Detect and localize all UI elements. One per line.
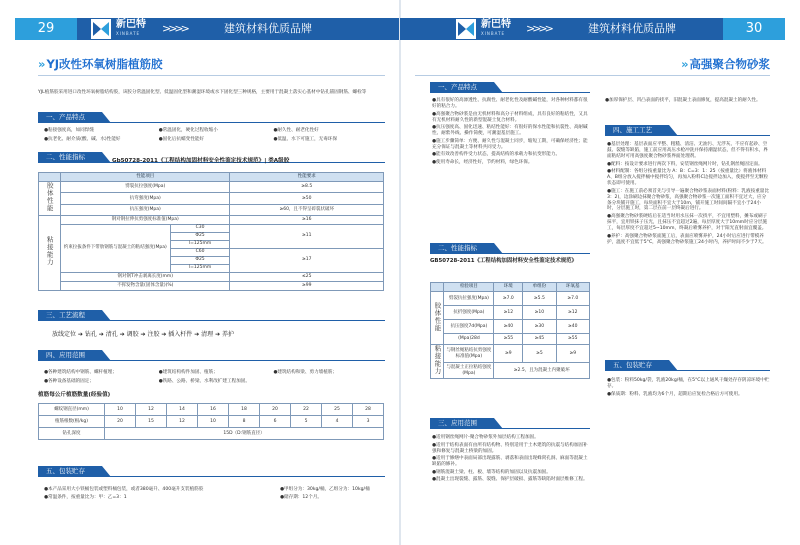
application-list: [432, 435, 590, 485]
table-cell: 8: [229, 416, 260, 428]
title-rule: [415, 75, 770, 76]
section-rule: [430, 253, 590, 254]
table-cell: 14: [167, 404, 198, 416]
list-item: ●养护：高强聚合物砂浆面施工后，表面应喷雾养护，24小时后应进行带模养护，温度不宜低于5°C，高强聚合物砂浆施工24小时内，养护时间不少于7天。: [607, 233, 767, 245]
table-cell: ≥40: [494, 320, 523, 334]
table-corner: [39, 173, 61, 182]
list-item: ●包装：粉料50kg/袋，乳液20kg/桶，在5°C以上通风干燥处存存阴凉环境中贮存。: [607, 378, 770, 389]
brand-logo-icon: [455, 18, 477, 40]
section-applications: 四、应用范围: [38, 350, 102, 361]
feature-list: [432, 98, 590, 167]
table-cell: 抗弯强度(Mpa): [60, 193, 230, 204]
packaging-list: [607, 378, 770, 399]
list-item: ●各种建筑结构中钢筋、螺杆植埋；: [44, 370, 117, 375]
spec-table: [38, 172, 384, 291]
table-cell: ≥2.5，且为混凝土内聚破坏: [494, 363, 590, 379]
brand-name: 新巴特: [481, 19, 511, 30]
chevron-icon: >>>>: [162, 22, 187, 35]
table-cell: ≥55: [494, 334, 523, 345]
table-cell: ≥8.5: [230, 182, 384, 193]
table-header: 性能要求: [230, 173, 384, 182]
feature-list-continued: [605, 98, 770, 106]
list-item: ●常温条件，按重量比为：甲：乙=3：1: [44, 494, 127, 500]
table-cell: 6: [260, 416, 291, 428]
list-item: ●低温、水下可施工，无毒环保: [273, 136, 338, 142]
slogan: 建筑材料优质品牌: [588, 22, 676, 35]
brand-name-en: XINBATE: [481, 31, 506, 36]
packaging-list-2: [280, 487, 390, 502]
table-cell: 约束拉拔条件下带肋钢筋与混凝土的粘结强度(Mpa): [60, 224, 170, 272]
list-item: ●抗压强度高、固化迅速、粘结性能好：有很好的保水性能和抗裂性、高耐碱性、耐紫外线、操作简便，可潮湿基层施工。: [432, 125, 588, 137]
table-cell: ≥30: [523, 320, 556, 334]
section-specs: 二、性能指标: [430, 243, 494, 254]
table-cell: ≥5.5: [523, 292, 556, 306]
table-cell: 不挥发物含量(固体含量)(%): [60, 281, 230, 290]
table-cell: 10: [198, 416, 229, 428]
table-cell: ≥7.0: [494, 292, 523, 306]
list-item: ●固化后抗蠕变性能好: [158, 136, 205, 142]
table-cell: 12: [136, 404, 167, 416]
section-process: 四、施工工艺: [605, 125, 669, 136]
table-cell: ≥11: [230, 224, 384, 248]
list-item: ●施工：在施工前必须首先与引导一遍聚合物砂浆表面材料(粉料：乳液按重量比3：2)，边涂刷边抹聚合物砂浆，高强聚合物砂浆一次施工面积不宜过大，应分条分块铺开施工，每块面积不宜大于10m，铺开施工时间间隔不宜小于24小时，分层施工时，第二层在前一层终凝后进行。: [607, 188, 769, 212]
table-cell: 25: [322, 404, 353, 416]
process-list: [607, 142, 770, 247]
table-cell: ≥7.0: [556, 292, 589, 306]
list-item: ●材料配制：各组分按重量比为 A：B：C=3：1：25（按重量比）将液体材料A、B组分放入搅拌桶中搅拌均匀，再加入粉料C边搅拌边加入，使搅拌至无颗粒状态即可使用。: [607, 169, 769, 186]
application-list: [44, 370, 384, 385]
table-cell: 抗压强度(Mpa): [60, 204, 230, 215]
page-title: [681, 57, 770, 71]
list-item: ●铁路、公路、桥梁、水利改扩建工程加固。: [158, 378, 250, 384]
section-packaging: 五、包装贮存: [605, 360, 669, 371]
list-item: ●加厚保护层、凹凸表面的找平，旧混凝土表面修复，提高混凝土的耐久性。: [605, 98, 761, 103]
title-arrows-icon: »: [38, 57, 44, 71]
group-label: 胶体性能: [431, 292, 444, 345]
table-cell: C60: [170, 248, 230, 256]
brand-name-en: XINBATE: [116, 31, 141, 36]
list-item: ●各种设备基础的固定；: [44, 378, 94, 384]
section-features: 一、产品特点: [38, 112, 102, 123]
table-cell: ≥9: [556, 345, 589, 363]
usage-title: 植筋每公斤植筋数量(经验值): [38, 392, 111, 398]
group-label: 胶体性能: [39, 182, 61, 216]
table-cell: ≥99: [230, 281, 384, 290]
section-rule: [38, 476, 385, 477]
table-cell: ≥45: [523, 334, 556, 345]
table-cell: 12: [167, 416, 198, 428]
section-rule: [38, 122, 385, 123]
table-cell: ≥50: [230, 193, 384, 204]
table-cell: ≥12: [494, 306, 523, 320]
table-cell: l=125mm: [170, 264, 230, 272]
list-item: ●本产品采用大小铁桶包装或塑料桶包装，或者380毫升、400毫升支装植筋胶: [44, 487, 204, 492]
list-item: ●适用于结构表面有由所有结构物、特别适用于土木建筑的抗震与结构加固补强和修复与混凝土桥梁的加固。: [432, 442, 588, 454]
list-item: ●适用于修缮中表面局部出现露筋、剥落和表面出现蜂窝孔洞、麻面等混凝土缺陷的修补。: [432, 456, 588, 468]
spec-table: [430, 282, 590, 379]
list-item: ●能有效改善构件受力状态，提高结构的承载力和抗变形能力。: [432, 152, 561, 158]
list-item: ●基层处理：基层表面应平整、粗糙、清洁、无油污、无浮灰、不应有起砂、空鼓、裂缝等缺陷，施工前应用高压水枪冲洗并保持潮湿状态，但不得有积水，界面粘结时可用高强度聚合物砂浆界面处理剂。: [607, 142, 768, 159]
table-cell: (Mpa)28d: [444, 334, 494, 345]
table-cell: 与钢丝绳粘结抗剪强度标准值(Mpa): [444, 345, 494, 363]
section-rule: [430, 428, 590, 429]
list-item: ●高强聚合物砂浆硬结后在适当时用水压抹一次找平，不宜用塑料，摊布或刷子抹平，宜用铁抹子压光，且抹压不宜超过2遍，每层厚度大于10mm时应分层施工，每层厚度不宜超过5~10mm，终凝后喷雾养护，对于阳光直射面宜覆盖。: [607, 214, 768, 231]
list-item: ●使用寿命长，经济性好，节约材料，绿色环保。: [432, 159, 533, 165]
table-cell: 抗折强度(Mpa): [444, 306, 494, 320]
list-item: ●常温固化，硬化过程收缩小: [158, 128, 218, 133]
list-item: ●混凝土出现裂缝、露筋、裂缝、保护层破损、露筋等缺陷时面层维修工程。: [432, 477, 588, 483]
table-cell: 18: [229, 404, 260, 416]
table-cell: 钻孔深度: [39, 428, 105, 440]
list-item: ●施工步骤简单：方便、耐久性与混凝土同步，缩短工期，可确保经济性；能充分保证与混凝土等材料共同受力。: [432, 138, 588, 150]
right-page: [400, 0, 800, 545]
table-cell: 植筋根数(根/kg): [39, 416, 105, 428]
table-header: 环氧基: [556, 283, 589, 292]
table-cell: 钢对钢T冲击剥离长度(mm): [60, 272, 230, 281]
table-cell: ≥5: [523, 345, 556, 363]
table-cell: Φ25: [170, 256, 230, 264]
page-number: 29: [15, 18, 77, 40]
section-specs: 二、性能指标: [38, 152, 102, 163]
table-header: 环境: [494, 283, 523, 292]
process-step: 清理: [201, 331, 214, 338]
section-rule: [430, 92, 590, 93]
process-step: 清孔: [105, 331, 118, 338]
table-cell: 22: [291, 404, 322, 416]
table-cell: 3: [353, 416, 384, 428]
feature-list: [44, 128, 384, 143]
usage-table: [38, 403, 384, 440]
section-applications: 三、应用范围: [430, 418, 494, 429]
standard-line: Gb50728-2011《工程结构加固材料安全性鉴定技术规范》| 类A级胶: [112, 158, 290, 164]
page-title-text: YJ改性环氧树脂植筋胶: [46, 57, 163, 71]
section-features: 一、产品特点: [430, 82, 494, 93]
table-cell: ≥9: [494, 345, 523, 363]
process-step: 钻孔: [84, 331, 97, 338]
page-title-text: 高强聚合物砂浆: [689, 57, 770, 71]
list-item: ●配料：按设计要求进行两次下料，安装钢丝绳网片时，钻孔钢丝绳固定面。: [607, 161, 763, 167]
brand-logo-icon: [90, 18, 112, 40]
title-rule: [38, 75, 385, 76]
list-item: ●具有很好的高渗透性、抗腐性、耐老化性及耐酸碱性能，对各种材料都有很好的粘合力。: [432, 98, 588, 109]
list-item: ●适用钢丝绳网片-聚合物砂浆外加层结构工程加固。: [432, 435, 539, 440]
table-cell: 15D（D:钢筋直径）: [105, 428, 384, 440]
table-header: 单组份: [523, 283, 556, 292]
standard-line: GB50728-2011《工程结构加固材料安全性鉴定技术规范》: [430, 258, 577, 264]
process-flow: 放线定位 ➔ 钻孔 ➔ 清孔 ➔ 调胶 ➔ 注胶 ➔ 插入杆件 ➔ 清理 ➔ 养护: [52, 331, 235, 338]
table-cell: ≥12: [556, 306, 589, 320]
table-cell: ≥10: [523, 306, 556, 320]
section-rule: [605, 370, 770, 371]
table-cell: ≥40: [556, 320, 589, 334]
process-step: 注胶: [147, 331, 160, 338]
table-cell: ≤25: [230, 272, 384, 281]
group-label: 粘接能力: [39, 215, 61, 290]
process-step: 养护: [222, 331, 235, 338]
table-cell: ≥60，且不得呈碎裂状破坏: [230, 204, 384, 215]
table-cell: 4: [322, 416, 353, 428]
section-rule: [38, 360, 385, 361]
table-header: 检验项目: [444, 283, 494, 292]
table-cell: 20: [260, 404, 291, 416]
page-number: 30: [723, 18, 785, 40]
list-item: ●高强聚合物砂浆是由无机材料和高分子材料组成，具有良好的粘结性，又具有无机材料耐久性的新型混凝土复合材料。: [432, 111, 588, 123]
list-item: ●甲组分为：30kg/桶，乙组分为：10kg/桶: [280, 487, 370, 492]
process-step: 调胶: [126, 331, 139, 338]
table-cell: l=125mm: [170, 240, 230, 248]
slogan: 建筑材料优质品牌: [224, 22, 312, 35]
brand-name: 新巴特: [116, 19, 146, 30]
list-item: ●耐久性、耐老化性好: [273, 128, 319, 133]
table-cell: 10: [105, 404, 136, 416]
chevron-icon: >>>>: [526, 22, 551, 35]
page-title: [38, 57, 163, 71]
intro-text: YJL植筋胶采用进口改性环氧树脂结构胶，该胶分常温固化型、低温固化型和潮湿环境或水下固化型三种规格，主要用于混凝土落实心基材中钻孔锚固钢筋、螺栓等: [38, 90, 367, 95]
table-cell: 15: [136, 416, 167, 428]
table-cell: 螺纹钢直径(mm): [39, 404, 105, 416]
list-item: ●建筑结构和梁、剪力墙植筋；: [273, 370, 338, 375]
group-label: 粘接能力: [431, 345, 444, 379]
section-packaging: 五、包装贮存: [38, 466, 102, 477]
table-cell: 劈裂抗拉强度(Mpa): [444, 292, 494, 306]
list-item: ●钢筋混凝土梁、柱、板、墙等结构的加固以及抗震加固。: [432, 469, 551, 475]
table-cell: 劈裂抗拉强度(Mpa): [60, 182, 230, 193]
title-arrows-icon: »: [681, 57, 687, 71]
table-cell: 钢对钢拉伸抗剪强度标准值(Mpa): [60, 215, 230, 224]
section-rule: [605, 135, 770, 136]
list-item: ●储存期：12个月。: [280, 494, 323, 500]
table-cell: C30: [170, 224, 230, 232]
table-cell: 16: [198, 404, 229, 416]
packaging-list: [44, 487, 254, 502]
table-cell: ≥55: [556, 334, 589, 345]
list-item: ●粘接强度高，如同焊缝: [44, 128, 94, 133]
list-item: ●保质期：粉料、乳液均为6个月，超期后应复检合格后方可使用。: [607, 391, 743, 397]
table-cell: 20: [105, 416, 136, 428]
table-cell: Φ25: [170, 232, 230, 240]
table-cell: 5: [291, 416, 322, 428]
table-cell: 与混凝土正拉粘结强度(Mpa): [444, 363, 494, 379]
list-item: ●建筑结构构件加固、植筋；: [158, 370, 218, 375]
table-cell: ≥16: [230, 215, 384, 224]
process-step: 插入杆件: [168, 331, 193, 338]
list-item: ●抗老化、耐介质(酸、碱、水)性能好: [44, 136, 121, 142]
table-header: 性能项目: [60, 173, 230, 182]
table-cell: 抗压强度7d(Mpa): [444, 320, 494, 334]
section-rule: [38, 320, 385, 321]
table-corner: [431, 283, 444, 292]
section-process: 三、工艺流程: [38, 310, 102, 321]
process-step: 放线定位: [52, 331, 77, 338]
table-cell: ≥17: [230, 248, 384, 272]
table-cell: 28: [353, 404, 384, 416]
